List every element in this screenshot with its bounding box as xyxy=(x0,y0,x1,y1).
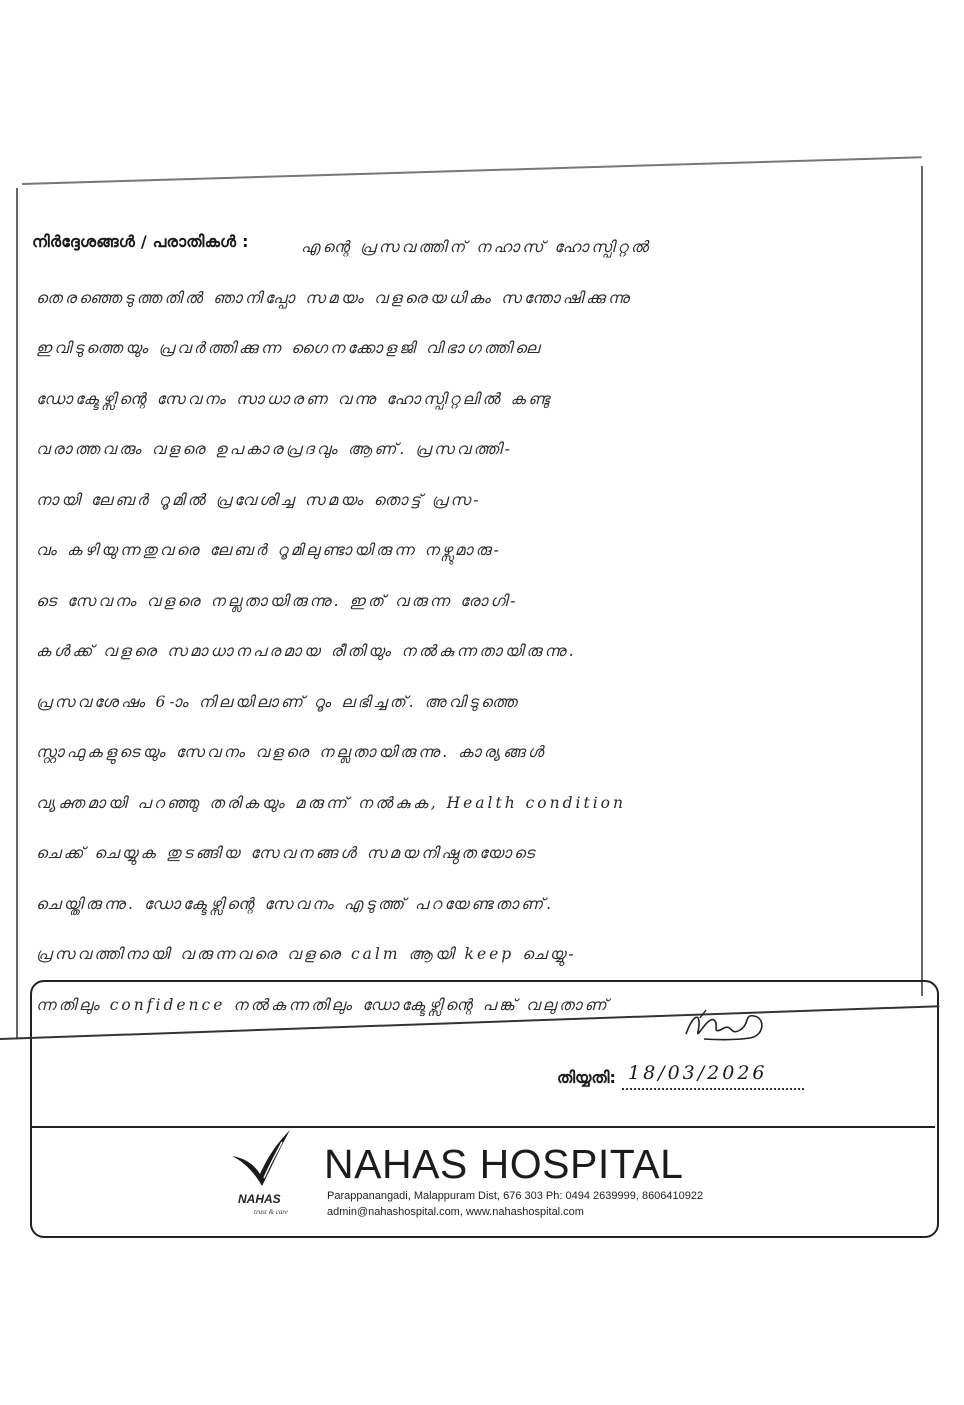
handwritten-line: ടെ സേവനം വളരെ നല്ലതായിരുന്നു. ഇത് വരുന്ന രോഗി- xyxy=(36,591,519,610)
handwritten-remarks xyxy=(36,222,916,1030)
handwritten-line: വരാത്തവരും വളരെ ഉപകാരപ്രദവും ആണ്. പ്രസവത്തി- xyxy=(36,440,513,458)
handwritten-line: സ്റ്റാഫുകളുടെയും സേവനം വളരെ നല്ലതായിരുന്നു. കാര്യങ്ങൾ xyxy=(36,743,547,761)
handwritten-line: വം കഴിയുന്നതുവരെ ലേബർ റൂമിലുണ്ടായിരുന്ന നഴ്സുമാരു- xyxy=(36,541,502,559)
logo-wordmark: NAHAS xyxy=(238,1192,281,1206)
handwritten-line: എന്റെ പ്രസവത്തിന് നഹാസ് ഹോസ്പിറ്റൽ xyxy=(301,238,652,256)
handwritten-line: പ്രസവശേഷം 6-ാം നിലയിലാണ് റൂം ലഭിച്ചത്. അവിടുത്തെ xyxy=(36,692,520,711)
hospital-name: NAHAS HOSPITAL xyxy=(324,1141,684,1187)
handwritten-line: കൾക്ക് വളരെ സമാധാനപരമായ രീതിയും നൽകുന്നതായിരുന്നു. xyxy=(36,642,577,660)
handwritten-line: തെരഞ്ഞെടുത്തതിൽ ഞാനിപ്പോ സമയം വളരെയധികം സന്തോഷിക്കുന്നു xyxy=(36,288,633,307)
handwritten-line: ചെക്ക് ചെയ്യുക തുടങ്ങിയ സേവനങ്ങൾ സമയനിഷ്ഠതയോടെ xyxy=(36,844,538,862)
handwritten-line: ഇവിടുത്തെയും പ്രവർത്തിക്കുന്ന ഗൈനക്കോളജി വിഭാഗത്തിലെ xyxy=(36,339,543,357)
handwritten-line: പ്രസവത്തിനായി വരുന്നവരെ വളരെ calm ആയി keep ചെയ്യു- xyxy=(36,945,577,963)
date-field: 18/03/2026 xyxy=(622,1062,804,1090)
sheet-top-edge xyxy=(22,156,922,185)
hospital-contact: admin@nahashospital.com, www.nahashospital.com xyxy=(327,1206,584,1218)
handwritten-line: ന്നതിലും confidence നൽകുന്നതിലും ഡോക്ടേഴ്സിന്റെ പങ്ക് വലുതാണ് xyxy=(36,995,610,1014)
handwritten-line: ഡോക്ടേഴ്സിന്റെ സേവനം സാധാരണ വന്നു ഹോസ്പിറ്റലിൽ കണ്ടു xyxy=(36,389,553,408)
footer-divider xyxy=(32,1126,935,1128)
handwritten-line: ചെയ്തിരുന്നു. ഡോക്ടേഴ്സിന്റെ സേവനം എടുത്ത് പറയേണ്ടതാണ്. xyxy=(36,894,555,913)
remarks-label: നിർദ്ദേശങ്ങൾ / പരാതികൾ : xyxy=(32,232,249,251)
sheet-left-edge xyxy=(16,188,18,1038)
logo-tagline: trust & care xyxy=(254,1208,288,1216)
handwritten-line: വ്യക്തമായി പറഞ്ഞു തരികയും മരുന്ന് നൽകുക, Health condition xyxy=(36,793,626,812)
sheet-right-edge xyxy=(921,166,923,996)
signature-mark xyxy=(680,1006,780,1044)
nahas-logo-icon xyxy=(228,1128,298,1192)
date-label: തിയ്യതി: xyxy=(557,1068,616,1087)
handwritten-line: നായി ലേബർ റൂമിൽ പ്രവേശിച്ച സമയം തൊട്ട് പ്രസ- xyxy=(36,490,482,509)
hospital-address: Parappanangadi, Malappuram Dist, 676 303 Ph: 0494 2639999, 8606410922 xyxy=(327,1190,704,1202)
